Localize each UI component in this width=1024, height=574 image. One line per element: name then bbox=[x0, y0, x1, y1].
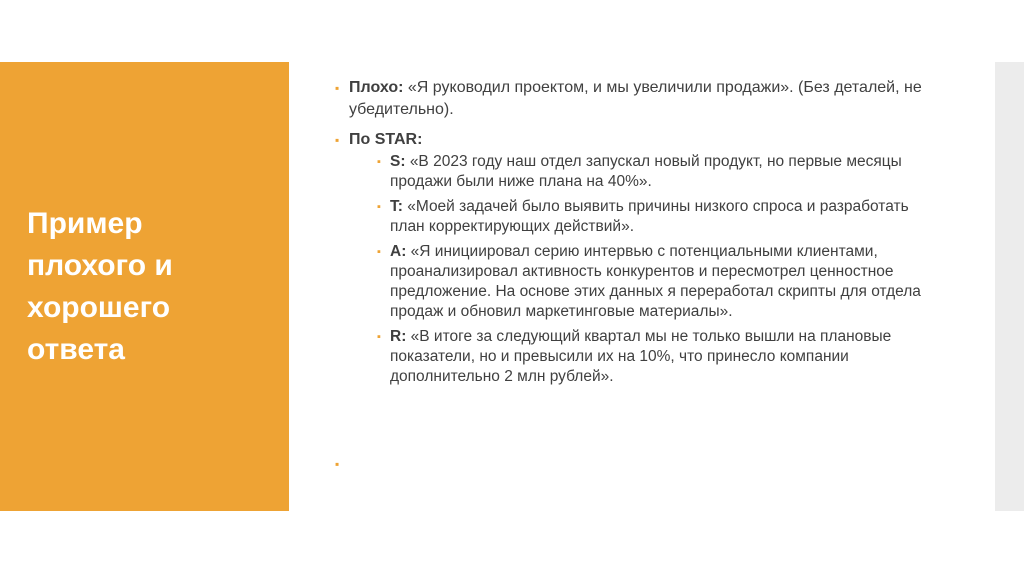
list-item-bad bbox=[335, 77, 945, 121]
bullet-icon: ▪ bbox=[377, 201, 381, 213]
bullet-icon: ▪ bbox=[377, 331, 381, 343]
star-item-label: A: bbox=[390, 243, 407, 260]
star-item-text: «Моей задачей было выявить причины низкого спроса и разработать план корректирующих действий». bbox=[390, 198, 909, 235]
title-panel bbox=[0, 62, 289, 511]
star-item-t bbox=[349, 197, 945, 237]
star-item-label: R: bbox=[390, 328, 407, 345]
bad-label: Плохо: bbox=[349, 79, 404, 96]
bullet-list bbox=[335, 77, 945, 387]
bullet-icon: ▪ bbox=[377, 156, 381, 168]
bullet-icon: ▪ bbox=[335, 133, 340, 147]
star-item-a bbox=[349, 242, 945, 322]
star-item-s bbox=[349, 152, 945, 192]
star-item-label: S: bbox=[390, 153, 406, 170]
bullet-icon: ▪ bbox=[335, 81, 340, 95]
scroll-strip bbox=[995, 62, 1024, 511]
star-item-text: «В 2023 году наш отдел запускал новый продукт, но первые месяцы продажи были ниже плана на 40%». bbox=[390, 153, 902, 190]
star-item-text: «Я инициировал серию интервью с потенциальными клиентами, проанализировал активность конкурентов и пересмотрел ценностное предложение. На основе этих данных я переработал скрипты для отдела продаж и обновил маркетинговые материалы». bbox=[390, 243, 921, 320]
content-area bbox=[335, 77, 945, 395]
star-item-r bbox=[349, 327, 945, 387]
star-label: По STAR: bbox=[349, 131, 423, 148]
empty-bullet-icon: ▪ bbox=[335, 457, 340, 471]
star-item-text: «В итоге за следующий квартал мы не только вышли на плановые показатели, но и превысили их на 10%, что принесло компании дополнительно 2 млн рублей». bbox=[390, 328, 892, 385]
bullet-icon: ▪ bbox=[377, 246, 381, 258]
list-item-star bbox=[335, 129, 945, 387]
star-sublist bbox=[349, 152, 945, 387]
slide bbox=[0, 62, 995, 511]
star-item-label: T: bbox=[390, 198, 403, 215]
slide-title: Пример плохого и хорошего ответа bbox=[27, 207, 173, 366]
bad-text: «Я руководил проектом, и мы увеличили продажи». (Без деталей, не убедительно). bbox=[349, 79, 922, 118]
